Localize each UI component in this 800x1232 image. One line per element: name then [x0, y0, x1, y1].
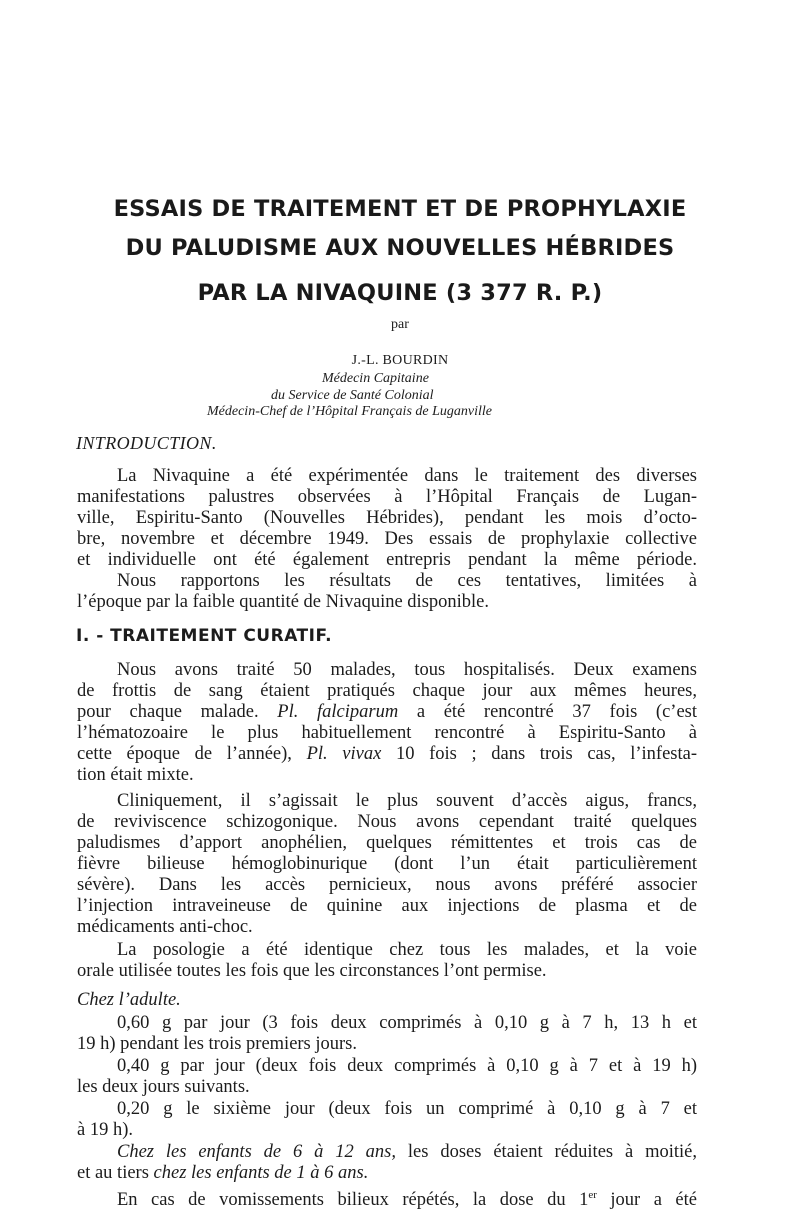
body-line: de frottis de sang étaient pratiqués chaque jour aux mêmes heures, — [77, 681, 697, 701]
intro-line: l’époque par la faible quantité de Nivaquine disponible. — [77, 592, 490, 612]
article-title-line-2: DU PALUDISME AUX NOUVELLES HÉBRIDES — [125, 235, 675, 261]
adult-subheading: Chez l’adulte. — [77, 990, 181, 1010]
body-line: pour chaque malade. Pl. falciparum a été rencontré 37 fois (c’est — [77, 702, 698, 722]
author-affiliation-3: Médecin-Chef de l’Hôpital Français de Luganville — [207, 404, 492, 419]
body-line: sévère). Dans les accès pernicieux, nous avons préféré associer — [77, 875, 697, 895]
intro-line: bre, novembre et décembre 1949. Des essais de prophylaxie collective — [77, 529, 697, 549]
body-line: Chez les enfants de 6 à 12 ans, les doses étaient réduites à moitié, — [117, 1142, 697, 1162]
section-heading-traitement-curatif: I. - TRAITEMENT CURATIF. — [76, 626, 333, 646]
dosage-line: 0,20 g le sixième jour (deux fois un comprimé à 0,10 g à 7 et — [117, 1099, 697, 1119]
body-line: fièvre bilieuse hémoglobinurique (dont l’un était particulièrement — [77, 854, 697, 874]
body-line: Cliniquement, il s’agissait le plus souvent d’accès aigus, francs, — [117, 791, 697, 811]
body-line: cette époque de l’année), Pl. vivax 10 fois ; dans trois cas, l’infesta- — [77, 744, 697, 764]
body-line: l’hématozoaire le plus habituellement rencontré à Espiritu-Santo à — [77, 723, 697, 743]
body-line: orale utilisée toutes les fois que les circonstances l’ont permise. — [77, 961, 547, 981]
author-affiliation-1: Médecin Capitaine — [322, 371, 429, 386]
author-name: J.-L. BOURDIN — [351, 353, 449, 368]
dosage-line: les deux jours suivants. — [77, 1077, 250, 1097]
article-title-line-3: PAR LA NIVAQUINE (3 377 R. P.) — [197, 280, 603, 306]
body-line: l’injection intraveineuse de quinine aux injections de plasma et de — [77, 896, 697, 916]
body-line: Nous avons traité 50 malades, tous hospitalisés. Deux examens — [117, 660, 697, 680]
article-title-line-1: ESSAIS DE TRAITEMENT ET DE PROPHYLAXIE — [113, 196, 687, 222]
intro-heading: INTRODUCTION. — [76, 433, 217, 453]
body-line: médicaments anti-choc. — [77, 917, 253, 937]
body-line: La posologie a été identique chez tous les malades, et la voie — [117, 940, 697, 960]
body-line: de reviviscence schizogonique. Nous avons cependant traité quelques — [77, 812, 697, 832]
dosage-line: à 19 h). — [77, 1120, 133, 1140]
intro-line: Nous rapportons les résultats de ces tentatives, limitées à — [117, 571, 697, 591]
dosage-line: 0,40 g par jour (deux fois deux comprimés à 0,10 g à 7 et à 19 h) — [117, 1056, 697, 1076]
dosage-line: 0,60 g par jour (3 fois deux comprimés à 0,10 g à 7 h, 13 h et — [117, 1013, 697, 1033]
byline-par: par — [391, 317, 409, 332]
body-line: et au tiers chez les enfants de 1 à 6 ans. — [77, 1163, 369, 1183]
body-line: tion était mixte. — [77, 765, 194, 785]
author-affiliation-2: du Service de Santé Colonial — [271, 388, 434, 403]
intro-line: manifestations palustres observées à l’Hôpital Français de Lugan- — [77, 487, 697, 507]
intro-line: La Nivaquine a été expérimentée dans le traitement des diverses — [117, 466, 697, 486]
body-line: paludismes d’apport anophélien, quelques rémittentes et trois cas de — [77, 833, 697, 853]
intro-line: ville, Espiritu-Santo (Nouvelles Hébrides), pendant les mois d’octo- — [77, 508, 697, 528]
body-line: En cas de vomissements bilieux répétés, la dose du 1er jour a été — [117, 1189, 697, 1211]
intro-line: et individuelle ont été également entrepris pendant la même période. — [77, 550, 697, 570]
dosage-line: 19 h) pendant les trois premiers jours. — [77, 1034, 358, 1054]
